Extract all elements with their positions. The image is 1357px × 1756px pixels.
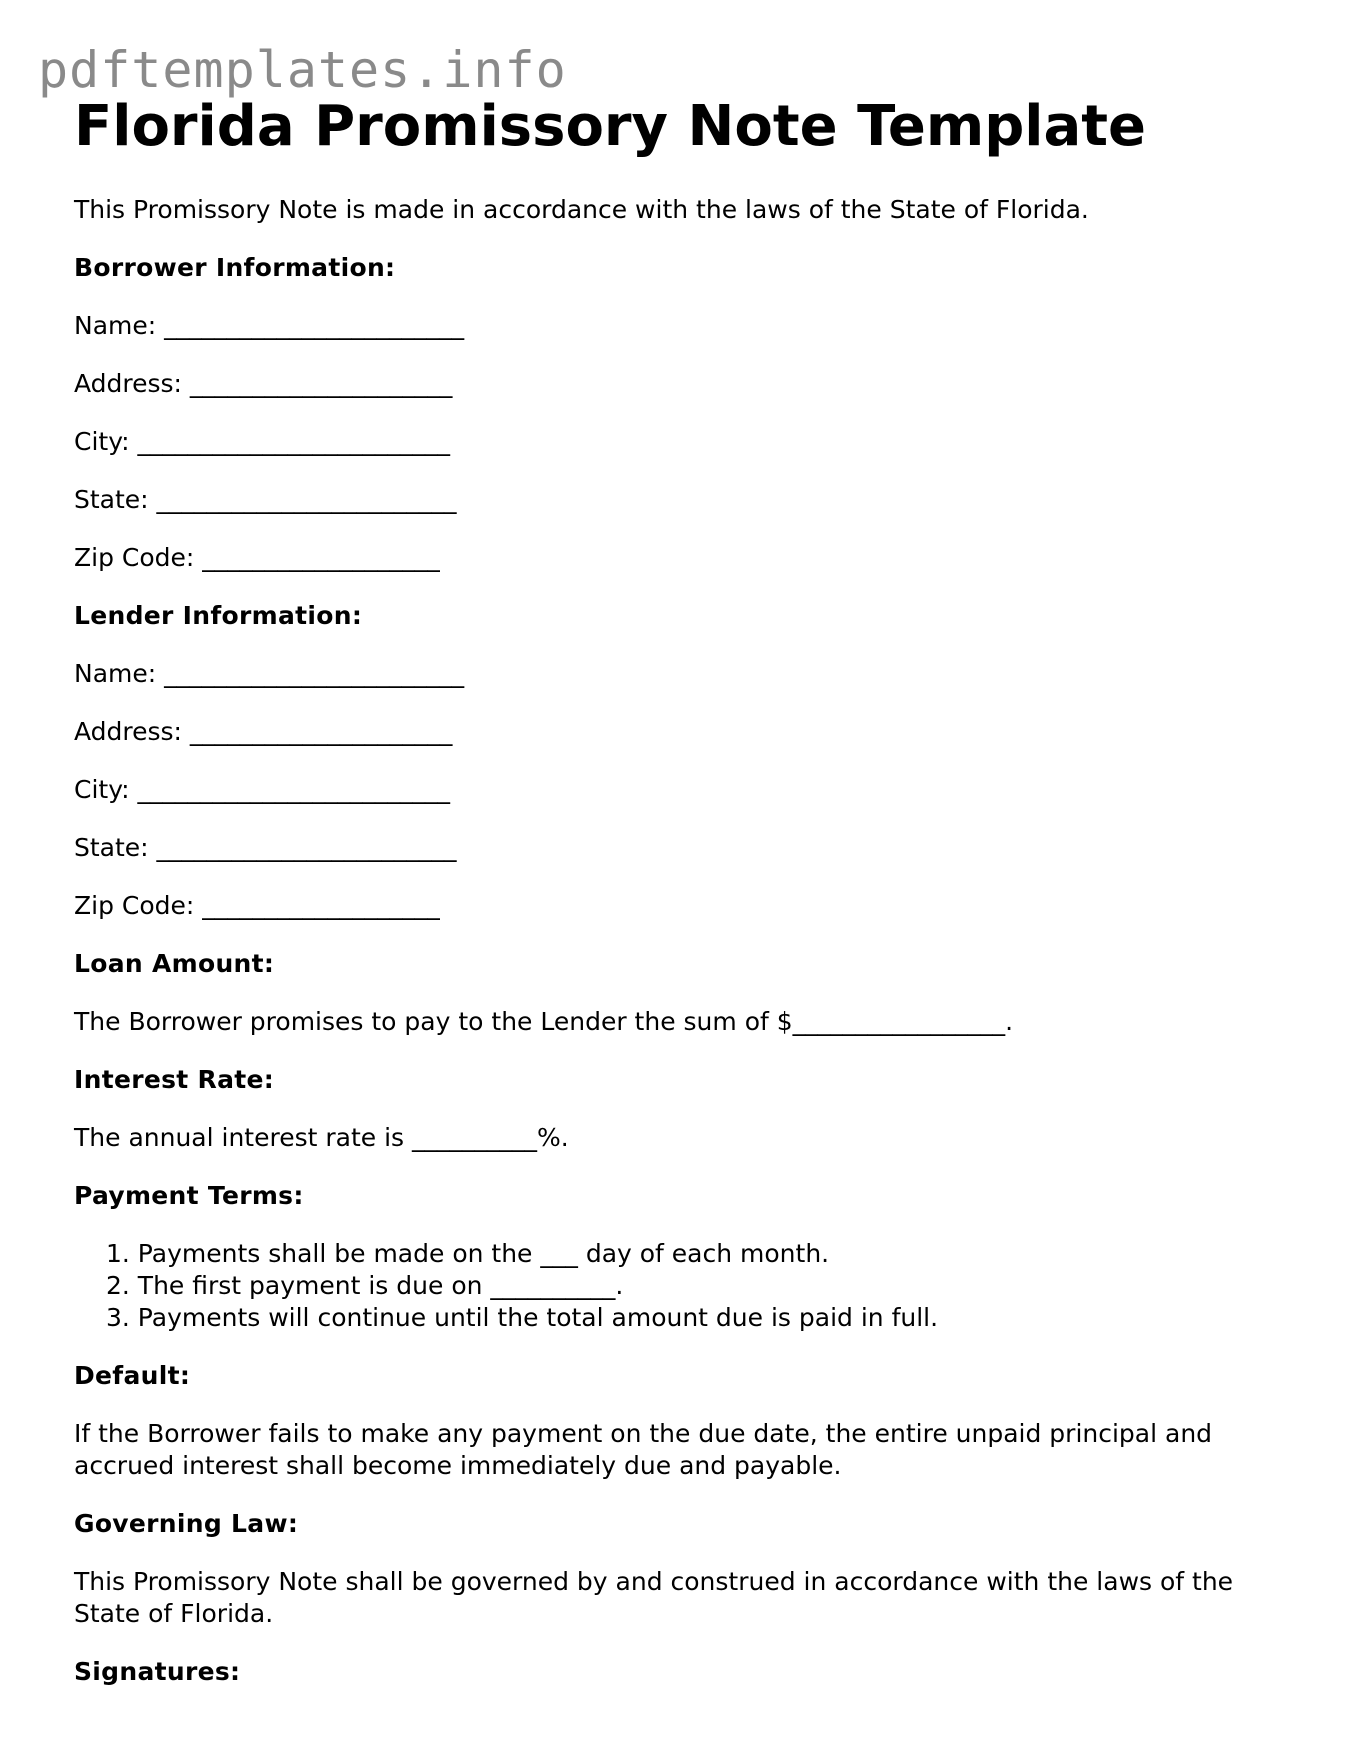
payment-term-item: 1. Payments shall be made on the ___ day of each month. <box>106 1239 830 1268</box>
borrower-zip-field[interactable]: Zip Code: ___________________ <box>74 543 440 572</box>
default-text: If the Borrower fails to make any payment on the due date, the entire unpaid principal and accrued interest shall become immediately due and payable. <box>74 1419 1213 1480</box>
payment-terms-heading: Payment Terms: <box>74 1181 304 1210</box>
document-title: Florida Promissory Note Template <box>74 94 1147 159</box>
loan-amount-text[interactable]: The Borrower promises to pay to the Lender the sum of $_________________. <box>74 1007 1014 1036</box>
document-body <box>74 92 1304 1714</box>
lender-name-field[interactable]: Name: ________________________ <box>74 659 465 688</box>
payment-terms-list <box>74 1238 1304 1334</box>
borrower-state-field[interactable]: State: ________________________ <box>74 485 457 514</box>
interest-rate-text[interactable]: The annual interest rate is __________%. <box>74 1123 569 1152</box>
payment-term-item: 3. Payments will continue until the total amount due is paid in full. <box>106 1303 939 1332</box>
intro-text: This Promissory Note is made in accordance with the laws of the State of Florida. <box>74 195 1089 224</box>
interest-rate-heading: Interest Rate: <box>74 1065 275 1094</box>
payment-term-item: 2. The first payment is due on __________. <box>106 1271 624 1300</box>
signatures-heading: Signatures: <box>74 1657 241 1686</box>
governing-law-heading: Governing Law: <box>74 1509 299 1538</box>
watermark: pdftemplates.info <box>38 41 567 99</box>
borrower-heading: Borrower Information: <box>74 253 396 282</box>
lender-zip-field[interactable]: Zip Code: ___________________ <box>74 891 440 920</box>
lender-state-field[interactable]: State: ________________________ <box>74 833 457 862</box>
lender-city-field[interactable]: City: _________________________ <box>74 775 451 804</box>
default-heading: Default: <box>74 1361 191 1390</box>
lender-heading: Lender Information: <box>74 601 363 630</box>
borrower-name-field[interactable]: Name: ________________________ <box>74 311 465 340</box>
loan-amount-heading: Loan Amount: <box>74 949 275 978</box>
borrower-address-field[interactable]: Address: _____________________ <box>74 369 453 398</box>
borrower-city-field[interactable]: City: _________________________ <box>74 427 451 456</box>
lender-address-field[interactable]: Address: _____________________ <box>74 717 453 746</box>
governing-law-text: This Promissory Note shall be governed by and construed in accordance with the laws of the State of Florida. <box>74 1567 1234 1628</box>
